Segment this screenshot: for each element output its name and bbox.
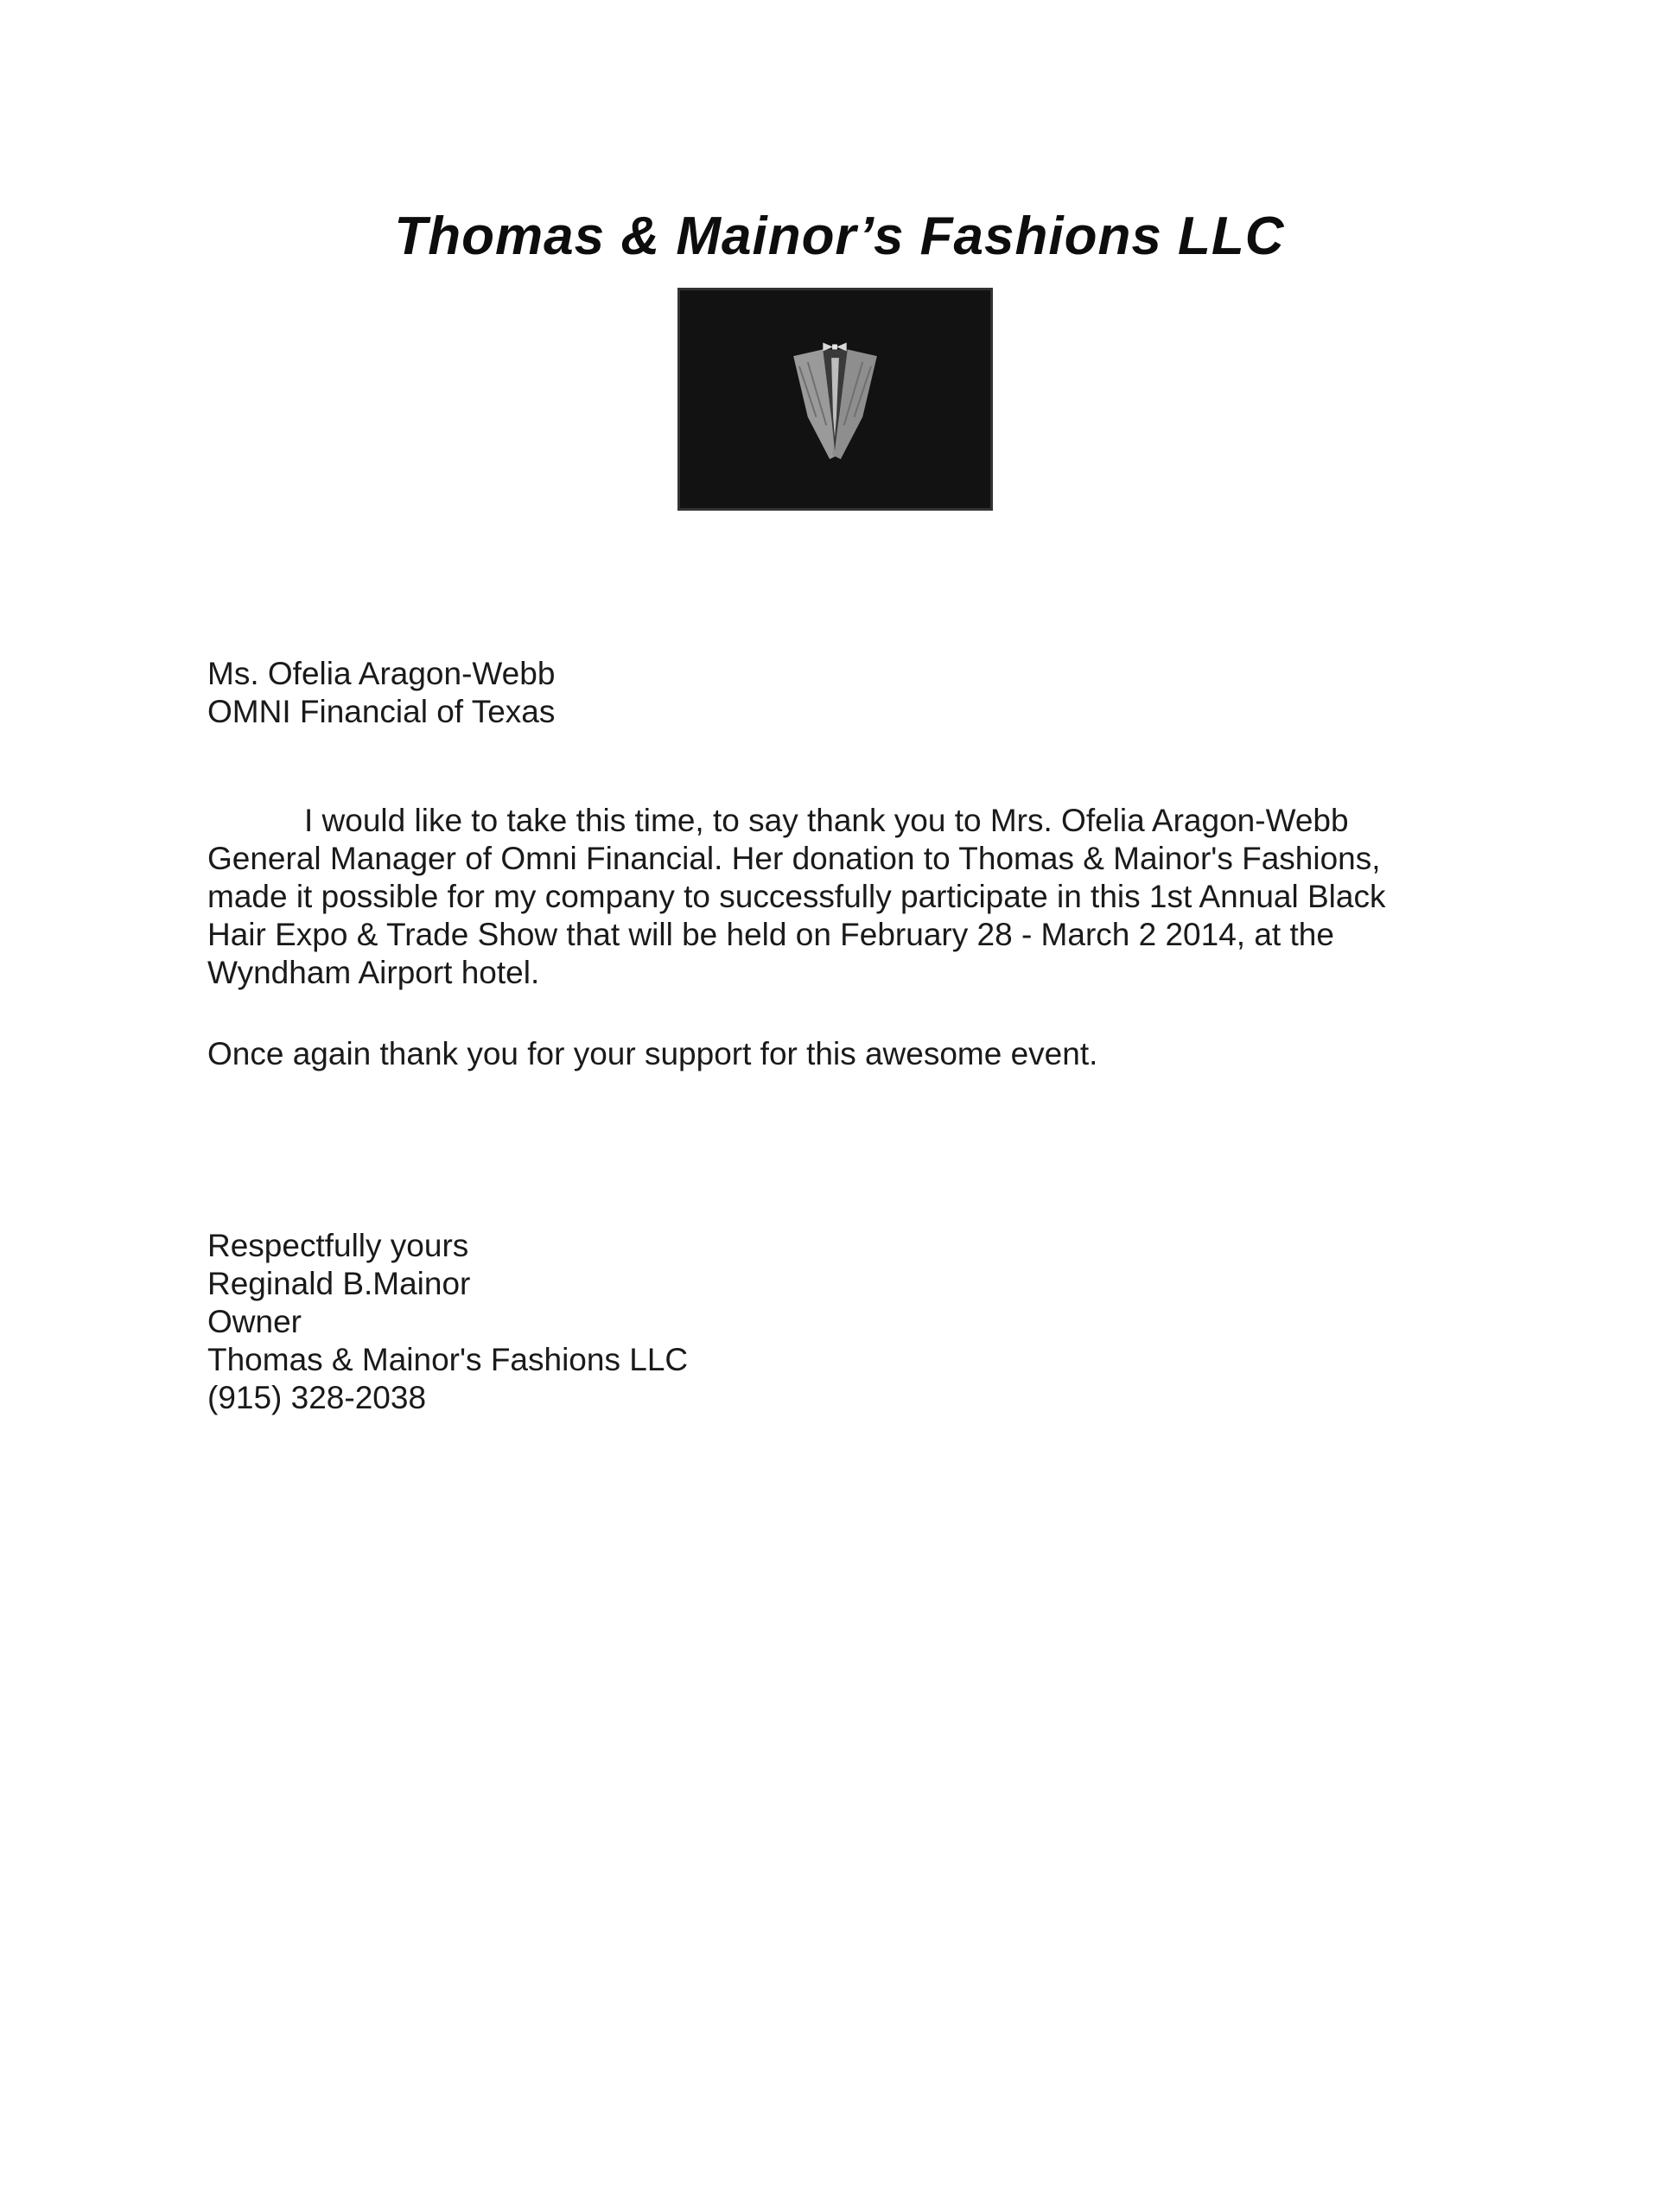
body-line: Hair Expo & Trade Show that will be held on February 28 - March 2 2014, at the <box>207 917 1334 952</box>
recipient-organization: OMNI Financial of Texas <box>207 694 556 729</box>
body-line: I would like to take this time, to say thank you to Mrs. Ofelia Aragon-Webb <box>304 803 1349 838</box>
body-line: made it possible for my company to successfully participate in this 1st Annual Black <box>207 879 1386 914</box>
tuxedo-bowtie-icon <box>677 288 993 511</box>
recipient-name: Ms. Ofelia Aragon-Webb <box>207 656 556 691</box>
body-line: General Manager of Omni Financial. Her donation to Thomas & Mainor's Fashions, <box>207 841 1381 876</box>
closing-sentence: Once again thank you for your support for this awesome event. <box>207 1036 1098 1071</box>
company-title: Thomas & Mainor’s Fashions LLC <box>394 207 1285 266</box>
signer-phone: (915) 328-2038 <box>207 1380 427 1415</box>
signer-role: Owner <box>207 1304 302 1339</box>
signer-company: Thomas & Mainor's Fashions LLC <box>207 1342 689 1377</box>
valediction: Respectfully yours <box>207 1228 469 1263</box>
body-paragraph <box>207 802 1486 992</box>
signature-block <box>207 1227 688 1417</box>
body-line: Wyndham Airport hotel. <box>207 955 540 990</box>
signer-name: Reginald B.Mainor <box>207 1266 471 1301</box>
recipient-address <box>207 655 555 731</box>
